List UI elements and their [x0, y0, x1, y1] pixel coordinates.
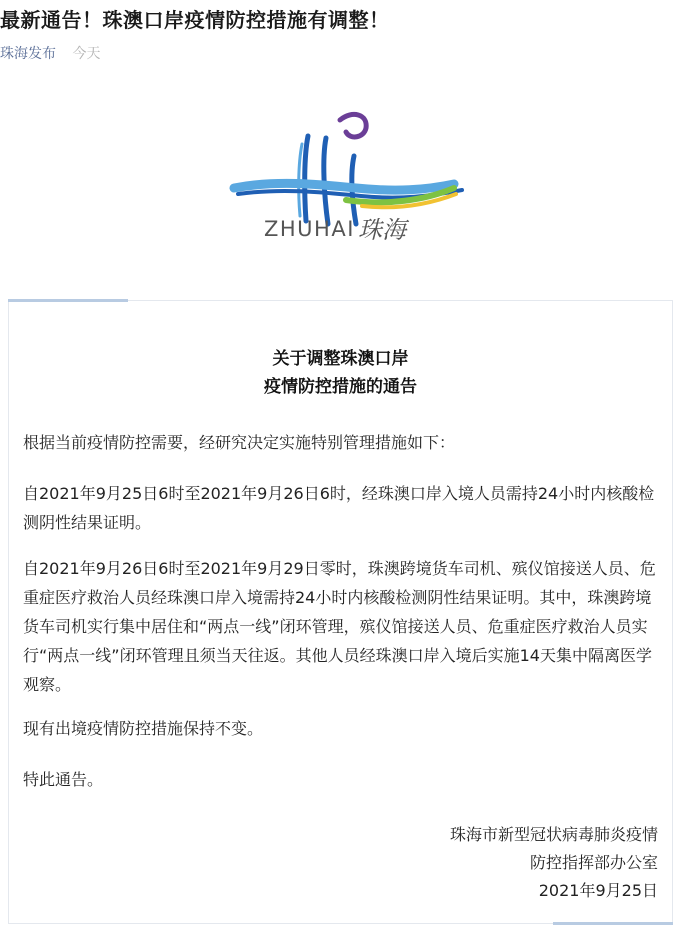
signature-org-line1: 珠海市新型冠状病毒肺炎疫情 [449, 825, 658, 844]
notice-card [8, 300, 673, 924]
notice-signature [450, 821, 658, 905]
zhuhai-hi-logo-icon [6, 96, 678, 256]
article-title: 最新通告！珠澳口岸疫情防控措施有调整！ [0, 8, 390, 32]
notice-title [9, 345, 672, 401]
notice-title-line2: 疫情防控措施的通告 [264, 377, 417, 397]
svg-text:珠海: 珠海 [358, 216, 406, 244]
svg-text:ZHUHAI: ZHUHAI [264, 217, 355, 241]
notice-paragraph-period2: 自2021年9月26日6时至2021年9月29日零时，珠澳跨境货车司机、殡仪馆接送人员、危重症医疗救治人员经珠澳口岸入境需持24小时内核酸检测阴性结果证明。其中，珠澳跨境货车司机实行集中居住和“两点一线”闭环管理，殡仪馆接送人员、危重症医疗救治人员实行“两点一线”闭环管理且须当天往返。其他人员经珠澳口岸入境后实施14天集中隔离医学观察。 [23, 559, 656, 694]
signature-date: 2021年9月25日 [538, 881, 658, 900]
signature-org-line2: 防控指挥部办公室 [529, 853, 658, 872]
author-link[interactable]: 珠海发布 [0, 46, 56, 62]
notice-title-line1: 关于调整珠澳口岸 [272, 349, 409, 369]
card-accent-top [8, 299, 128, 302]
notice-paragraph-intro: 根据当前疫情防控需要，经研究决定实施特别管理措施如下： [23, 433, 456, 452]
notice-paragraph-exit: 现有出境疫情防控措施保持不变。 [23, 719, 264, 738]
card-accent-bottom [553, 922, 673, 925]
article-meta [0, 43, 100, 63]
notice-paragraph-closing: 特此通告。 [23, 770, 104, 789]
publish-date: 今天 [72, 46, 101, 62]
zhuhai-logo-banner [6, 96, 678, 256]
notice-paragraph-period1: 自2021年9月25日6时至2021年9月26日6时，经珠澳口岸入境人员需持24小时内核酸检测阴性结果证明。 [23, 484, 655, 532]
